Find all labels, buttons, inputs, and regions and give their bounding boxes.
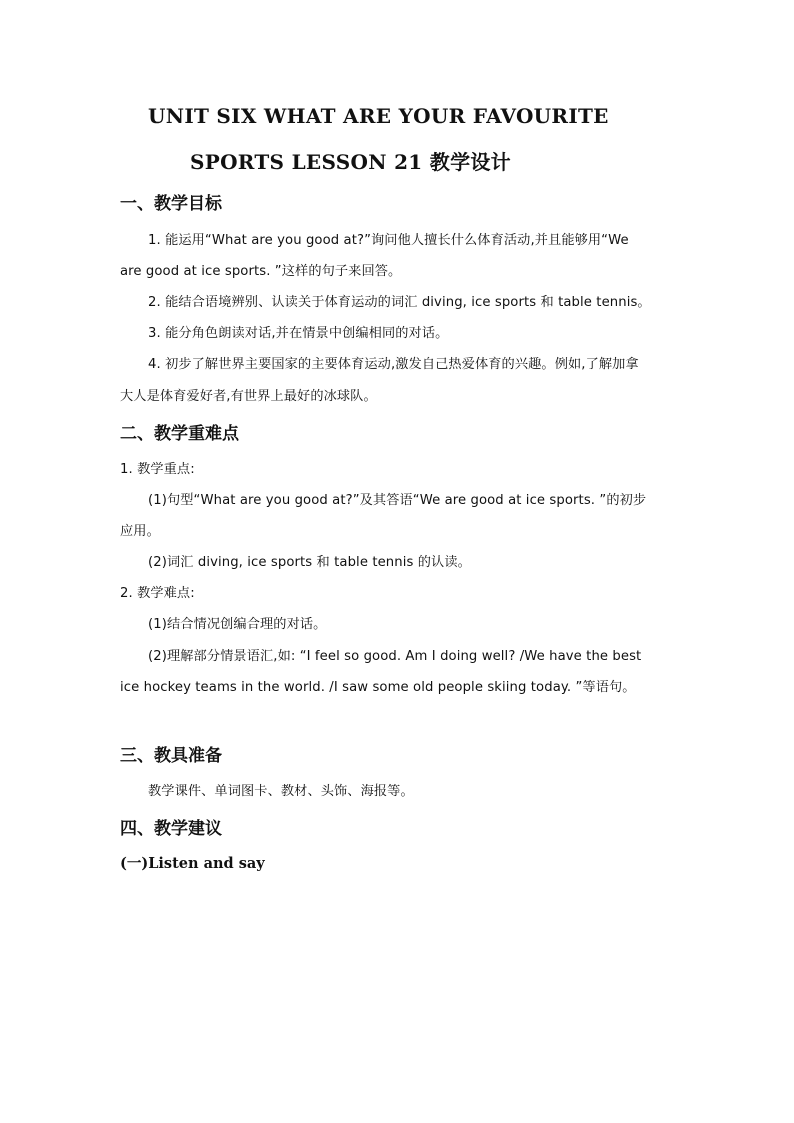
difficult-points-label: 2. 教学难点: <box>120 586 195 601</box>
key-point-1-line2: 应用。 <box>120 524 160 539</box>
key-points-label: 1. 教学重点: <box>120 462 195 477</box>
key-point-2: (2)词汇 diving, ice sports 和 table tennis 的认读。 <box>148 555 471 570</box>
difficult-point-2-line1: (2)理解部分情景语汇,如: “I feel so good. Am I doing well? /We have the best <box>148 649 642 664</box>
section1-heading: 一、教学目标 <box>120 194 222 214</box>
difficult-point-1: (1)结合情况创编合理的对话。 <box>148 617 327 632</box>
objective-1-line2: are good at ice sports. ”这样的句子来回答。 <box>120 264 402 279</box>
objective-4-line2: 大人是体育爱好者,有世界上最好的冰球队。 <box>120 389 377 404</box>
section3-heading: 三、教具准备 <box>120 746 222 766</box>
document-title-line2: SPORTS LESSON 21 教学设计 <box>190 150 511 174</box>
section4-heading: 四、教学建议 <box>120 819 222 839</box>
objective-1-line1: 1. 能运用“What are you good at?”询问他人擅长什么体育活动,并且能够用“We <box>148 233 629 248</box>
objective-2: 2. 能结合语境辨别、认读关于体育运动的词汇 diving, ice sports 和 table tennis。 <box>148 295 651 310</box>
key-point-1-line1: (1)句型“What are you good at?”及其答语“We are good at ice sports. ”的初步 <box>148 493 647 508</box>
section2-heading: 二、教学重难点 <box>120 424 239 444</box>
objective-3: 3. 能分角色朗读对话,并在情景中创编相同的对话。 <box>148 326 449 341</box>
objective-4-line1: 4. 初步了解世界主要国家的主要体育运动,激发自己热爱体育的兴趣。例如,了解加拿 <box>148 357 639 372</box>
section4-subheading: (一)Listen and say <box>120 855 265 872</box>
difficult-point-2-line2: ice hockey teams in the world. /I saw some old people skiing today. ”等语句。 <box>120 680 636 695</box>
teaching-aids: 教学课件、单词图卡、教材、头饰、海报等。 <box>148 784 414 799</box>
document-title-line1: UNIT SIX WHAT ARE YOUR FAVOURITE <box>148 104 609 128</box>
